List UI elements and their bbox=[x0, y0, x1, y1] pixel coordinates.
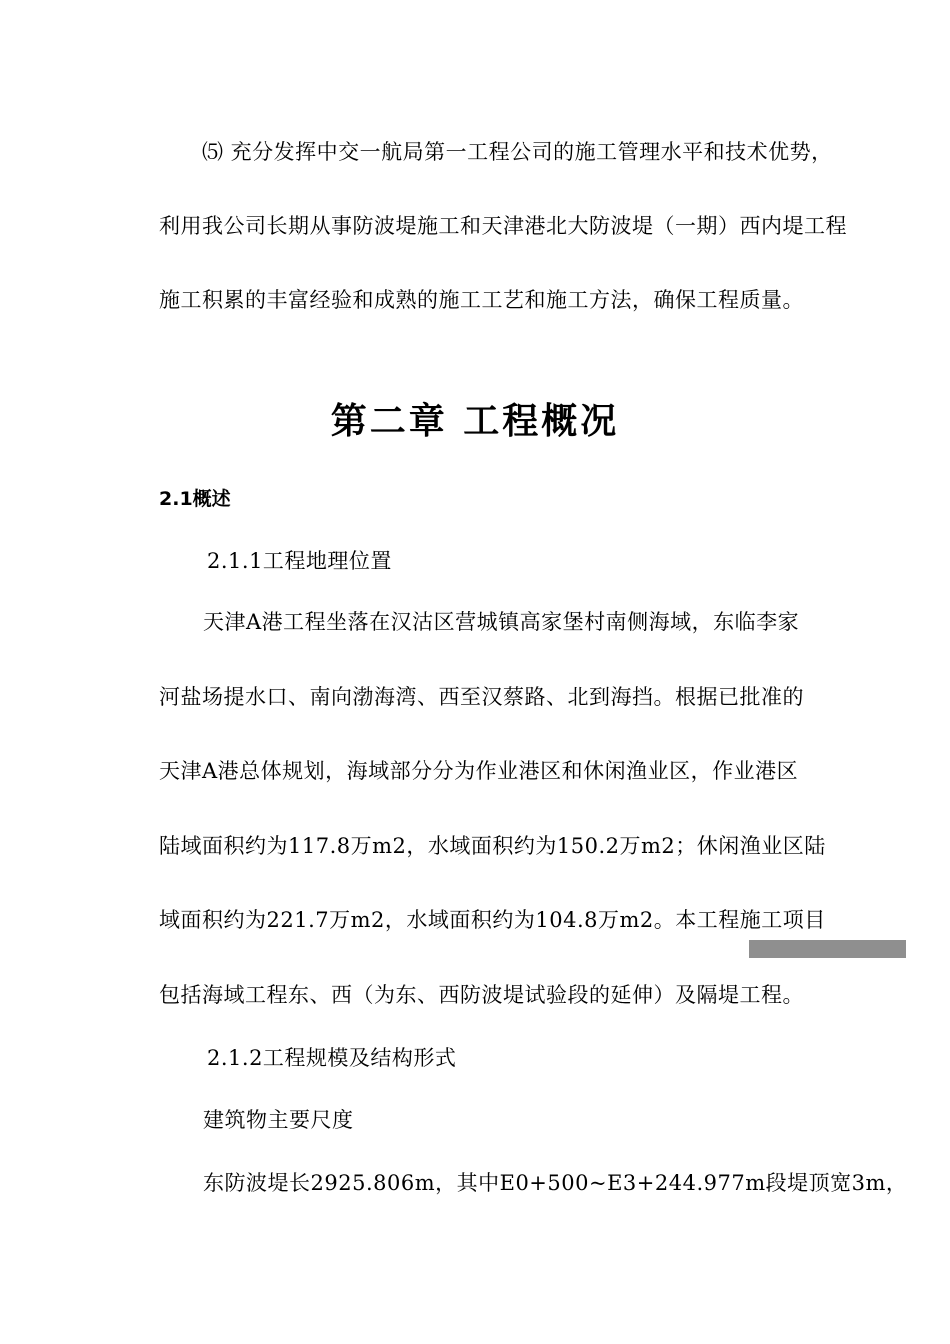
intro-line-1: ⑸ 充分发挥中交一航局第一工程公司的施工管理水平和技术优势， bbox=[202, 140, 833, 164]
section-heading: 2.1概述 bbox=[159, 488, 231, 510]
margin-marker-bar bbox=[749, 940, 906, 958]
intro-line-3: 施工积累的丰富经验和成熟的施工工艺和施工方法，确保工程质量。 bbox=[159, 288, 804, 312]
location-line-5: 域面积约为221.7万m2，水域面积约为104.8万m2。本工程施工项目 bbox=[159, 908, 826, 932]
location-line-2: 河盐场提水口、南向渤海湾、西至汉蔡路、北到海挡。根据已批准的 bbox=[159, 685, 804, 709]
location-line-3: 天津A港总体规划，海域部分分为作业港区和休闲渔业区，作业港区 bbox=[159, 759, 799, 783]
chapter-title: 第二章 工程概况 bbox=[330, 401, 620, 442]
location-line-6: 包括海域工程东、西（为东、西防波堤试验段的延伸）及隔堤工程。 bbox=[159, 983, 804, 1007]
location-line-4: 陆域面积约为117.8万m2，水域面积约为150.2万m2；休闲渔业区陆 bbox=[159, 834, 826, 858]
subheading-dimensions: 建筑物主要尺度 bbox=[203, 1108, 354, 1132]
subsection-heading-location: 2.1.1工程地理位置 bbox=[207, 549, 392, 573]
intro-line-2: 利用我公司长期从事防波堤施工和天津港北大防波堤（一期）西内堤工程 bbox=[159, 214, 847, 238]
dimensions-line-1: 东防波堤长2925.806m，其中E0+500~E3+244.977m段堤顶宽3m， bbox=[203, 1171, 908, 1195]
location-line-1: 天津A港工程坐落在汉沽区营城镇高家堡村南侧海域，东临李家 bbox=[203, 610, 800, 634]
subsection-heading-scale: 2.1.2工程规模及结构形式 bbox=[207, 1046, 457, 1070]
